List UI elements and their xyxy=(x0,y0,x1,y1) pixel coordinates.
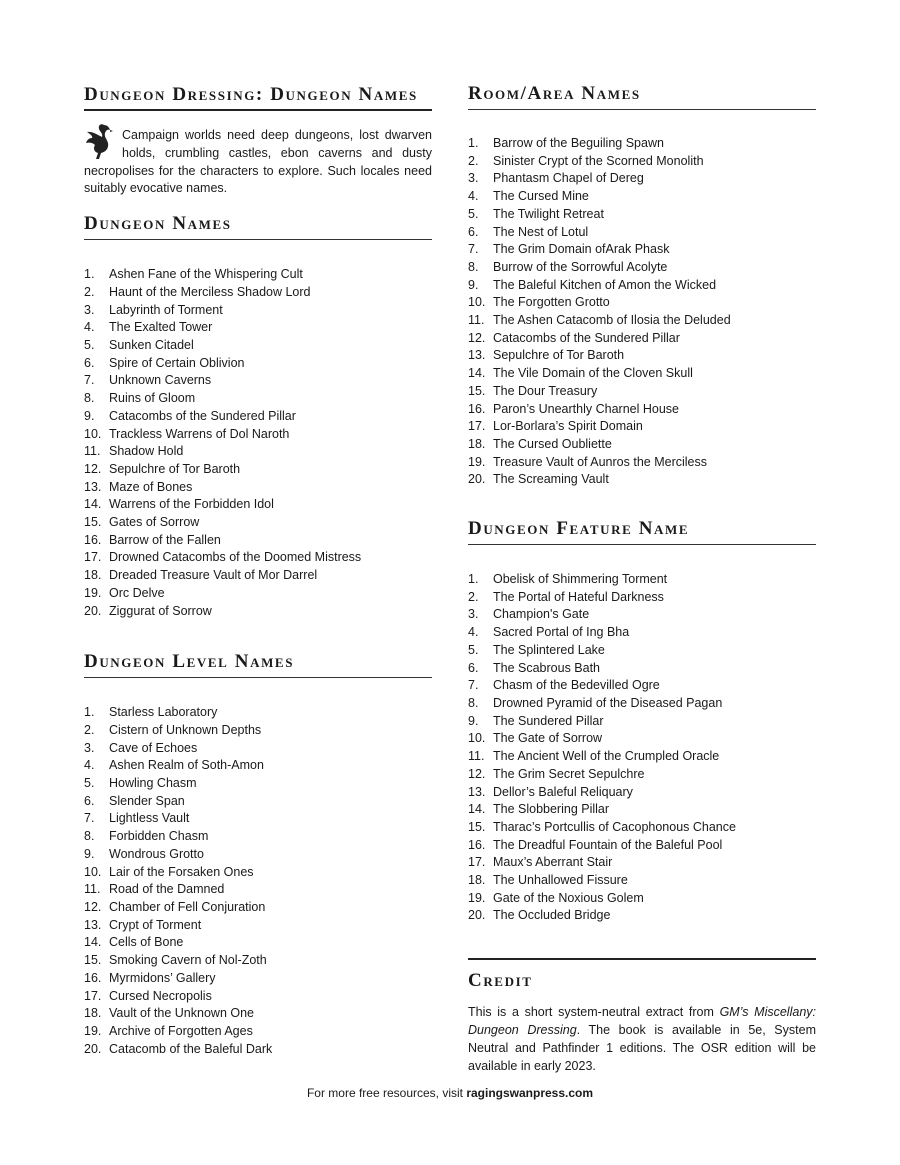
list-item xyxy=(468,401,816,419)
list-item-number: 19. xyxy=(84,1023,102,1038)
list-item xyxy=(84,810,432,828)
list-item-number: 2. xyxy=(84,722,95,737)
list-item xyxy=(468,436,816,454)
list-item xyxy=(84,1041,432,1059)
list-item-text: The Vile Domain of the Cloven Skull xyxy=(493,366,693,381)
dungeon-level-names-heading: Dungeon Level Names xyxy=(84,650,432,678)
list-item-text: The Ancient Well of the Crumpled Oracle xyxy=(493,749,720,764)
list-item-number: 20. xyxy=(84,1041,102,1056)
list-item-text: Burrow of the Sorrowful Acolyte xyxy=(493,259,668,274)
list-item xyxy=(468,471,816,489)
list-item-text: Drowned Pyramid of the Diseased Pagan xyxy=(493,695,723,710)
list-item xyxy=(84,934,432,952)
list-item-text: Champion's Gate xyxy=(493,607,590,622)
list-item-text: Catacomb of the Baleful Dark xyxy=(109,1041,273,1056)
list-item xyxy=(468,713,816,731)
list-item-text: Chamber of Fell Conjuration xyxy=(109,899,266,914)
list-item xyxy=(468,748,816,766)
list-item xyxy=(468,224,816,242)
list-item-number: 14. xyxy=(468,802,486,817)
list-item-number: 11. xyxy=(468,313,485,328)
list-item-number: 18. xyxy=(84,568,102,583)
list-item-text: Sepulchre of Tor Baroth xyxy=(109,461,241,476)
list-item-number: 6. xyxy=(84,793,95,808)
list-item xyxy=(84,496,432,514)
list-item-text: Tharac’s Portcullis of Cacophonous Chance xyxy=(493,819,736,834)
list-item-number: 5. xyxy=(84,776,95,791)
list-item-number: 19. xyxy=(468,890,486,905)
list-item-text: Spire of Certain Oblivion xyxy=(109,355,245,370)
list-item-number: 15. xyxy=(468,383,486,398)
list-item-number: 2. xyxy=(84,284,95,299)
footer-link[interactable]: ragingswanpress.com xyxy=(466,1086,594,1100)
list-item xyxy=(84,443,432,461)
list-item-number: 4. xyxy=(84,758,95,773)
list-item xyxy=(84,1023,432,1041)
list-item xyxy=(84,585,432,603)
list-item-text: Chasm of the Bedevilled Ogre xyxy=(493,678,660,693)
list-item-text: Cursed Necropolis xyxy=(109,988,212,1003)
list-item-number: 7. xyxy=(84,811,95,826)
list-item-text: The Occluded Bridge xyxy=(493,908,611,923)
list-item-text: Warrens of the Forbidden Idol xyxy=(109,497,274,512)
list-item-number: 16. xyxy=(84,970,102,985)
dungeon-names-heading: Dungeon Names xyxy=(84,212,432,240)
left-column xyxy=(84,82,432,1058)
list-item-text: Drowned Catacombs of the Doomed Mistress xyxy=(109,550,362,565)
list-item xyxy=(468,294,816,312)
list-item-text: Crypt of Torment xyxy=(109,917,202,932)
list-item xyxy=(84,284,432,302)
list-item xyxy=(468,241,816,259)
list-item xyxy=(468,695,816,713)
list-item xyxy=(468,784,816,802)
list-item-number: 11. xyxy=(84,444,101,459)
list-item-number: 19. xyxy=(468,454,486,469)
list-item-number: 10. xyxy=(84,426,102,441)
list-item xyxy=(468,819,816,837)
list-item-number: 12. xyxy=(468,330,486,345)
list-item xyxy=(84,970,432,988)
list-item-text: Treasure Vault of Aunros the Merciless xyxy=(493,454,707,469)
list-item-text: Sunken Citadel xyxy=(109,338,194,352)
credit-paragraph xyxy=(468,1004,816,1075)
list-item xyxy=(468,660,816,678)
list-item-number: 20. xyxy=(84,603,102,618)
book-title: GM’s Miscellany: Dungeon Dressing xyxy=(468,1005,816,1037)
list-item xyxy=(468,206,816,224)
list-item-text: Wondrous Grotto xyxy=(109,846,204,861)
list-item-number: 13. xyxy=(84,479,102,494)
list-item-text: The Baleful Kitchen of Amon the Wicked xyxy=(493,277,717,292)
list-item-text: Orc Delve xyxy=(109,585,165,600)
list-item-number: 8. xyxy=(84,829,95,844)
dungeon-level-names-list xyxy=(84,704,432,1058)
list-item-text: The Dour Treasury xyxy=(493,383,598,398)
list-item xyxy=(84,337,432,355)
intro-text: Campaign worlds need deep dungeons, lost dwarven holds, crumbling castles, ebon caverns and dusty necropolises for the characters to explore. Such locales need suitably evocative names. xyxy=(84,128,432,196)
list-item-text: Cells of Bone xyxy=(109,935,184,950)
list-item-text: Ashen Realm of Soth-Amon xyxy=(109,758,264,773)
list-item-number: 3. xyxy=(84,740,95,755)
credit-heading: Credit xyxy=(468,970,533,992)
list-item-number: 2. xyxy=(468,589,479,604)
list-item-text: Sinister Crypt of the Scorned Monolith xyxy=(493,153,704,168)
list-item xyxy=(84,514,432,532)
list-item-text: The Forgotten Grotto xyxy=(493,295,610,310)
list-item-text: The Scabrous Bath xyxy=(493,660,601,675)
list-item-number: 12. xyxy=(84,461,102,476)
list-item-number: 7. xyxy=(468,678,479,693)
list-item-text: The Cursed Oubliette xyxy=(493,436,612,451)
list-item xyxy=(468,571,816,589)
list-item xyxy=(84,704,432,722)
list-item-text: Lair of the Forsaken Ones xyxy=(109,864,254,879)
list-item-number: 10. xyxy=(84,864,102,879)
list-item-number: 9. xyxy=(468,713,479,728)
list-item-text: Dreaded Treasure Vault of Mor Darrel xyxy=(109,568,318,583)
list-item-text: Cave of Echoes xyxy=(109,740,198,755)
list-item-text: The Gate of Sorrow xyxy=(493,731,603,746)
list-item xyxy=(84,426,432,444)
list-item-number: 2. xyxy=(468,153,479,168)
list-item-text: The Grim Domain ofArak Phask xyxy=(493,242,670,257)
list-item-text: Forbidden Chasm xyxy=(109,829,209,844)
list-item-number: 18. xyxy=(84,1006,102,1021)
list-item xyxy=(84,461,432,479)
list-item-text: Starless Laboratory xyxy=(109,705,218,720)
list-item xyxy=(84,355,432,373)
list-item xyxy=(84,372,432,390)
list-item-text: The Unhallowed Fissure xyxy=(493,873,628,888)
list-item-number: 1. xyxy=(468,136,479,150)
dungeon-feature-name-list xyxy=(468,571,816,925)
list-item-text: Smoking Cavern of Nol-Zoth xyxy=(109,953,267,968)
list-item xyxy=(468,347,816,365)
list-item-text: The Slobbering Pillar xyxy=(493,802,610,817)
list-item-number: 20. xyxy=(468,472,486,487)
list-item-number: 13. xyxy=(468,784,486,799)
list-item-text: Gates of Sorrow xyxy=(109,515,200,530)
list-item xyxy=(84,532,432,550)
list-item-number: 1. xyxy=(468,572,479,587)
list-item-text: Lightless Vault xyxy=(109,811,190,826)
list-item xyxy=(84,740,432,758)
list-item-number: 9. xyxy=(468,277,479,292)
list-item-number: 3. xyxy=(468,607,479,622)
list-item-text: The Exalted Tower xyxy=(109,320,213,335)
list-item-number: 6. xyxy=(468,660,479,675)
list-item xyxy=(84,988,432,1006)
list-item xyxy=(84,603,432,621)
list-item xyxy=(84,952,432,970)
list-item xyxy=(84,899,432,917)
list-item-number: 8. xyxy=(468,259,479,274)
list-item-text: The Ashen Catacomb of Ilosia the Deluded xyxy=(493,313,731,328)
list-item-number: 17. xyxy=(468,419,486,434)
list-item-text: Archive of Forgotten Ages xyxy=(109,1023,253,1038)
list-item-text: Phantasm Chapel of Dereg xyxy=(493,171,644,186)
list-item-number: 8. xyxy=(468,695,479,710)
list-item-text: The Grim Secret Sepulchre xyxy=(493,766,645,781)
list-item xyxy=(468,277,816,295)
list-item-text: Ziggurat of Sorrow xyxy=(109,603,212,618)
list-item-number: 4. xyxy=(468,189,479,204)
list-item-text: The Cursed Mine xyxy=(493,189,589,204)
list-item-number: 9. xyxy=(84,408,95,423)
list-item-number: 19. xyxy=(84,585,102,600)
list-item-text: The Screaming Vault xyxy=(493,472,609,487)
list-item-number: 4. xyxy=(84,320,95,335)
list-item xyxy=(84,549,432,567)
list-item xyxy=(468,854,816,872)
list-item-text: Trackless Warrens of Dol Naroth xyxy=(109,426,290,441)
list-item-text: Sepulchre of Tor Baroth xyxy=(493,348,625,363)
list-item xyxy=(468,188,816,206)
list-item-text: Vault of the Unknown One xyxy=(109,1006,254,1021)
dungeon-names-list xyxy=(84,266,432,620)
list-item-text: The Splintered Lake xyxy=(493,642,605,657)
list-item-text: The Dreadful Fountain of the Baleful Pool xyxy=(493,837,723,852)
list-item-number: 18. xyxy=(468,436,486,451)
list-item-number: 16. xyxy=(468,837,486,852)
list-item-number: 14. xyxy=(84,935,102,950)
intro-paragraph xyxy=(84,127,432,198)
footer-text: For more free resources, visit xyxy=(306,1086,467,1100)
list-item xyxy=(468,135,816,153)
list-item-text: Dellor’s Baleful Reliquary xyxy=(493,784,633,799)
list-item-number: 17. xyxy=(84,550,102,565)
list-item xyxy=(468,170,816,188)
list-item-number: 6. xyxy=(84,355,95,370)
credit-text-1: This is a short system-neutral extract from xyxy=(468,1005,720,1020)
list-item-number: 14. xyxy=(468,366,486,381)
list-item xyxy=(468,606,816,624)
list-item-text: Unknown Caverns xyxy=(109,373,212,388)
list-item-number: 1. xyxy=(84,267,95,282)
list-item-text: Labyrinth of Torment xyxy=(109,302,223,317)
list-item-text: Obelisk of Shimmering Torment xyxy=(493,572,668,587)
list-item-text: Cistern of Unknown Depths xyxy=(109,722,262,737)
list-item-number: 9. xyxy=(84,846,95,861)
list-item-text: Sacred Portal of Ing Bha xyxy=(493,625,630,640)
list-item-number: 17. xyxy=(468,855,486,870)
list-item xyxy=(84,390,432,408)
list-item xyxy=(468,330,816,348)
list-item-text: Catacombs of the Sundered Pillar xyxy=(109,408,296,423)
list-item xyxy=(468,312,816,330)
list-item-text: Ruins of Gloom xyxy=(109,391,196,406)
list-item xyxy=(468,730,816,748)
list-item-number: 14. xyxy=(84,497,102,512)
list-item-number: 20. xyxy=(468,908,486,923)
list-item xyxy=(468,801,816,819)
list-item-number: 5. xyxy=(468,206,479,221)
list-item xyxy=(468,890,816,908)
list-item xyxy=(84,408,432,426)
list-item-text: Barrow of the Fallen xyxy=(109,532,221,547)
list-item xyxy=(468,153,816,171)
list-item xyxy=(84,1005,432,1023)
list-item xyxy=(84,775,432,793)
list-item xyxy=(468,677,816,695)
credit-divider xyxy=(468,958,816,960)
list-item-number: 10. xyxy=(468,295,486,310)
list-item-number: 10. xyxy=(468,731,486,746)
list-item-number: 15. xyxy=(84,953,102,968)
right-column xyxy=(468,82,816,1075)
list-item-number: 13. xyxy=(84,917,102,932)
swan-icon xyxy=(84,121,114,161)
list-item-number: 5. xyxy=(84,338,95,352)
list-item-text: The Twilight Retreat xyxy=(493,206,604,221)
list-item xyxy=(468,642,816,660)
list-item-number: 18. xyxy=(468,873,486,888)
list-item-number: 3. xyxy=(84,302,95,317)
room-area-names-heading: Room/Area Names xyxy=(468,82,816,110)
list-item xyxy=(84,881,432,899)
list-item xyxy=(468,837,816,855)
list-item-number: 7. xyxy=(84,373,95,388)
list-item-text: Howling Chasm xyxy=(109,776,197,791)
list-item-number: 6. xyxy=(468,224,479,239)
list-item-text: Paron’s Unearthly Charnel House xyxy=(493,401,679,416)
list-item xyxy=(468,907,816,925)
list-item xyxy=(84,757,432,775)
list-item-number: 7. xyxy=(468,242,479,257)
list-item-text: The Sundered Pillar xyxy=(493,713,604,728)
list-item xyxy=(468,872,816,890)
list-item xyxy=(84,917,432,935)
list-item xyxy=(84,302,432,320)
list-item xyxy=(84,864,432,882)
list-item-number: 16. xyxy=(468,401,486,416)
list-item-text: Haunt of the Merciless Shadow Lord xyxy=(109,284,311,299)
room-area-names-list xyxy=(468,135,816,489)
list-item-text: Shadow Hold xyxy=(109,444,184,459)
list-item-number: 11. xyxy=(468,749,485,764)
list-item-number: 8. xyxy=(84,391,95,406)
list-item-text: Barrow of the Beguiling Spawn xyxy=(493,136,664,150)
list-item-text: The Portal of Hateful Darkness xyxy=(493,589,664,604)
list-item-number: 5. xyxy=(468,642,479,657)
list-item-number: 12. xyxy=(468,766,486,781)
list-item xyxy=(84,722,432,740)
list-item-text: Road of the Damned xyxy=(109,882,225,897)
list-item xyxy=(468,589,816,607)
list-item-text: Myrmidons’ Gallery xyxy=(109,970,216,985)
credit-text-2: . The book is available in 5e, System Neutral and Pathfinder 1 editions. The OSR edition will be available in early 2023. xyxy=(468,1022,816,1073)
list-item xyxy=(468,418,816,436)
list-item-text: Ashen Fane of the Whispering Cult xyxy=(109,267,303,282)
list-item xyxy=(84,479,432,497)
list-item-number: 1. xyxy=(84,705,95,720)
list-item xyxy=(84,846,432,864)
list-item xyxy=(468,454,816,472)
list-item xyxy=(468,766,816,784)
list-item-number: 15. xyxy=(468,819,486,834)
footer xyxy=(0,1086,900,1100)
list-item-text: Lor-Borlara’s Spirit Domain xyxy=(493,419,643,434)
list-item xyxy=(84,266,432,284)
list-item-number: 4. xyxy=(468,625,479,640)
list-item xyxy=(84,793,432,811)
list-item-number: 17. xyxy=(84,988,102,1003)
list-item-text: The Nest of Lotul xyxy=(493,224,589,239)
list-item-text: Maze of Bones xyxy=(109,479,193,494)
list-item-text: Maux’s Aberrant Stair xyxy=(493,855,613,870)
list-item xyxy=(468,383,816,401)
list-item-number: 12. xyxy=(84,899,102,914)
list-item xyxy=(468,624,816,642)
page-title: Dungeon Dressing: Dungeon Names xyxy=(84,82,432,111)
list-item-text: Slender Span xyxy=(109,793,185,808)
list-item-number: 16. xyxy=(84,532,102,547)
list-item xyxy=(84,319,432,337)
list-item xyxy=(84,828,432,846)
list-item xyxy=(84,567,432,585)
list-item-number: 11. xyxy=(84,882,101,897)
list-item-number: 3. xyxy=(468,171,479,186)
list-item-text: Gate of the Noxious Golem xyxy=(493,890,644,905)
list-item-number: 15. xyxy=(84,515,102,530)
list-item xyxy=(468,259,816,277)
list-item xyxy=(468,365,816,383)
list-item-number: 13. xyxy=(468,348,486,363)
dungeon-feature-name-heading: Dungeon Feature Name xyxy=(468,517,816,545)
list-item-text: Catacombs of the Sundered Pillar xyxy=(493,330,680,345)
